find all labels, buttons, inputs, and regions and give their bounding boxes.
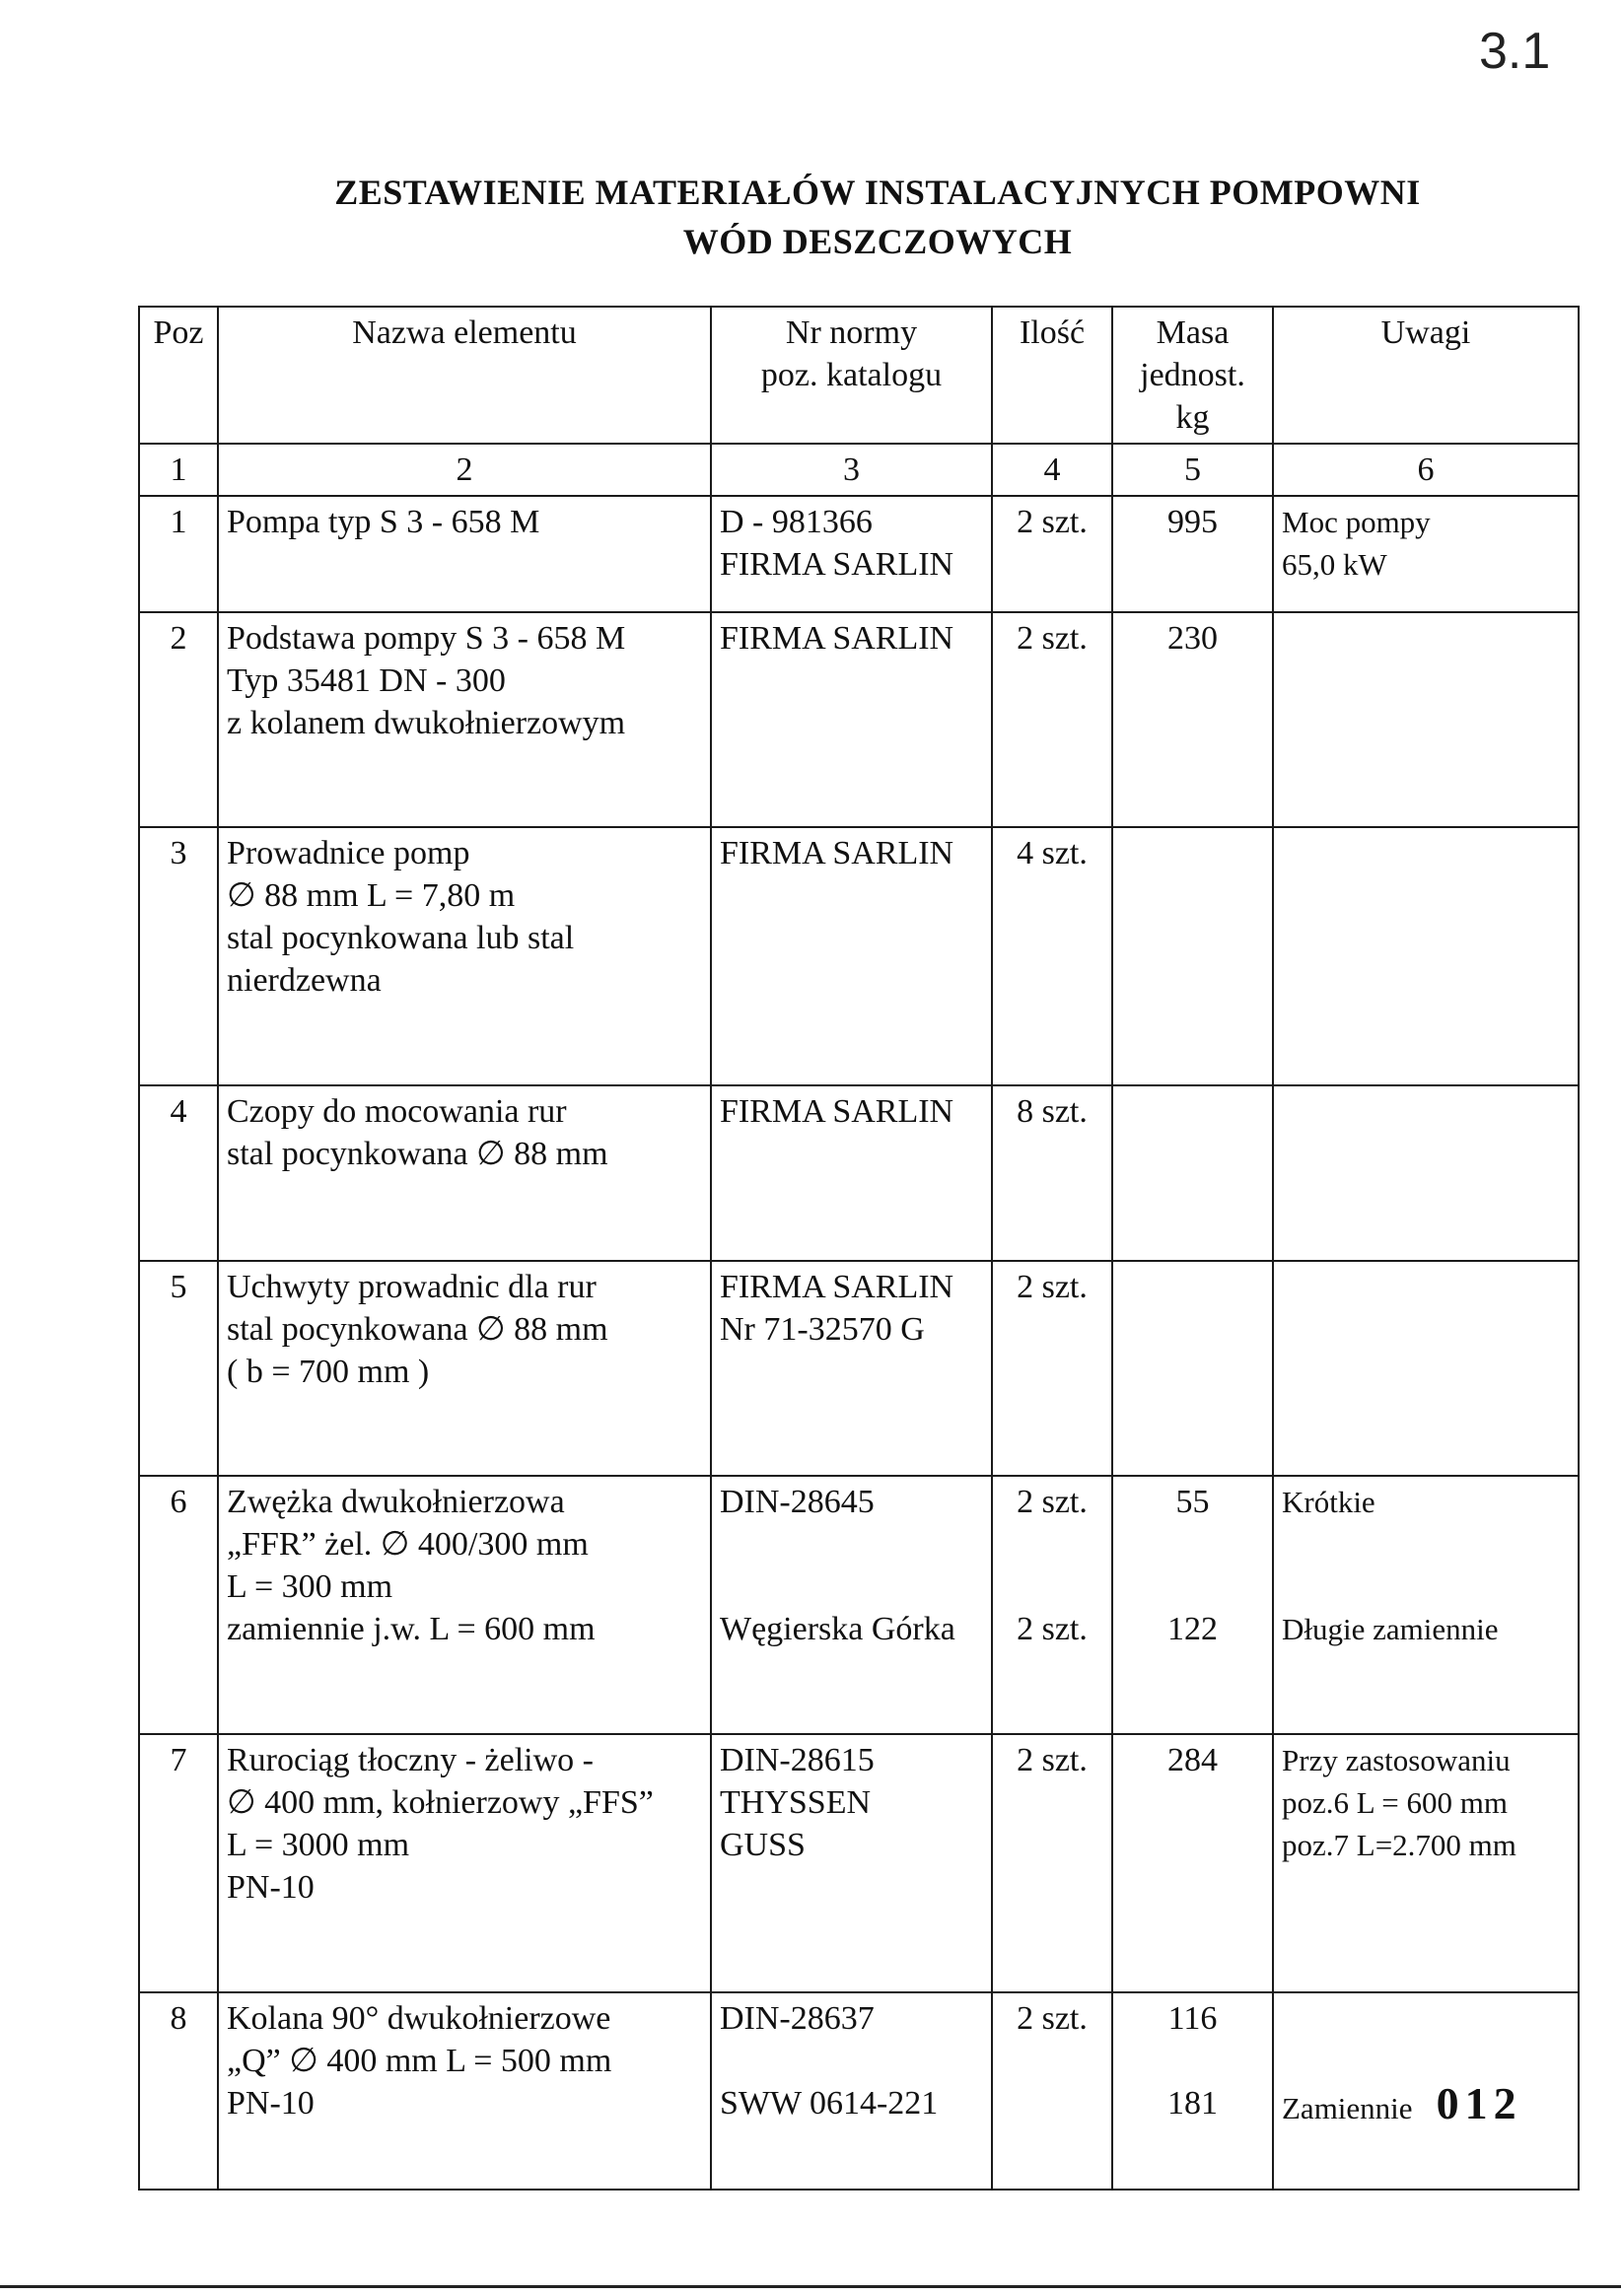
cell-pos: 3 <box>139 827 218 1085</box>
table-row <box>139 827 1579 1085</box>
cell-qty: 2 szt. <box>992 1734 1112 1992</box>
table-row <box>139 496 1579 612</box>
cell-norm: DIN-28637 SWW 0614-221 <box>711 1992 992 2190</box>
document-title <box>187 168 1568 266</box>
cell-pos: 5 <box>139 1261 218 1476</box>
table-row <box>139 612 1579 827</box>
cell-pos: 8 <box>139 1992 218 2190</box>
cell-mass: 116 181 <box>1112 1992 1273 2190</box>
cell-qty: 2 szt. <box>992 1261 1112 1476</box>
table-row <box>139 1085 1579 1261</box>
cell-norm: D - 981366 FIRMA SARLIN <box>711 496 992 612</box>
cell-qty: 8 szt. <box>992 1085 1112 1261</box>
title-line-2: WÓD DESZCZOWYCH <box>682 222 1073 261</box>
table-row <box>139 1992 1579 2190</box>
cell-mass: 55 122 <box>1112 1476 1273 1734</box>
cell-name: Podstawa pompy S 3 - 658 M Typ 35481 DN - 300 z kolanem dwukołnierzowym <box>218 612 711 827</box>
cell-remarks <box>1273 827 1579 1085</box>
header-remarks: Uwagi <box>1273 307 1579 444</box>
header-qty: Ilość <box>992 307 1112 444</box>
cell-norm: FIRMA SARLIN <box>711 1085 992 1261</box>
materials-table <box>138 306 1580 2191</box>
cell-mass: 995 <box>1112 496 1273 612</box>
cell-qty: 2 szt. <box>992 612 1112 827</box>
header-norm: Nr normy poz. katalogu <box>711 307 992 444</box>
cell-name: Uchwyty prowadnic dla rur stal pocynkowana ∅ 88 mm ( b = 700 mm ) <box>218 1261 711 1476</box>
cell-norm: FIRMA SARLIN Nr 71-32570 G <box>711 1261 992 1476</box>
cell-remarks: Przy zastosowaniu poz.6 L = 600 mm poz.7 L=2.700 mm <box>1273 1734 1579 1992</box>
cell-remarks <box>1273 1085 1579 1261</box>
cell-pos: 1 <box>139 496 218 612</box>
column-number: 4 <box>992 444 1112 496</box>
cell-mass: 230 <box>1112 612 1273 827</box>
header-pos: Poz <box>139 307 218 444</box>
cell-mass: 284 <box>1112 1734 1273 1992</box>
title-line-1: ZESTAWIENIE MATERIAŁÓW INSTALACYJNYCH POMPOWNI <box>334 173 1421 212</box>
cell-name: Prowadnice pomp ∅ 88 mm L = 7,80 m stal pocynkowana lub stal nierdzewna <box>218 827 711 1085</box>
cell-norm: FIRMA SARLIN <box>711 827 992 1085</box>
cell-qty: 2 szt. 2 szt. <box>992 1476 1112 1734</box>
table-body <box>139 496 1579 2190</box>
cell-pos: 4 <box>139 1085 218 1261</box>
cell-name: Czopy do mocowania rur stal pocynkowana ∅ 88 mm <box>218 1085 711 1261</box>
cell-mass <box>1112 1261 1273 1476</box>
cell-name: Kolana 90° dwukołnierzowe „Q” ∅ 400 mm L = 500 mm PN-10 <box>218 1992 711 2190</box>
cell-remarks <box>1273 1261 1579 1476</box>
table-header-row <box>139 307 1579 444</box>
column-number: 2 <box>218 444 711 496</box>
cell-remarks: Krótkie Długie zamiennie <box>1273 1476 1579 1734</box>
bottom-rule <box>0 2285 1621 2288</box>
cell-pos: 7 <box>139 1734 218 1992</box>
cell-norm: DIN-28615 THYSSEN GUSS <box>711 1734 992 1992</box>
cell-norm: DIN-28645 Węgierska Górka <box>711 1476 992 1734</box>
column-number: 1 <box>139 444 218 496</box>
table-row <box>139 1476 1579 1734</box>
cell-name: Rurociąg tłoczny - żeliwo - ∅ 400 mm, kołnierzowy „FFS” L = 3000 mm PN-10 <box>218 1734 711 1992</box>
column-number: 3 <box>711 444 992 496</box>
cell-qty: 2 szt. <box>992 1992 1112 2190</box>
stamp-number: 012 <box>1436 2078 1522 2128</box>
table-row <box>139 1734 1579 1992</box>
cell-remarks: Zamiennie 012 <box>1273 1992 1579 2190</box>
cell-qty: 4 szt. <box>992 827 1112 1085</box>
cell-name: Pompa typ S 3 - 658 M <box>218 496 711 612</box>
cell-remarks <box>1273 612 1579 827</box>
page-number: 3.1 <box>1479 23 1551 80</box>
cell-pos: 2 <box>139 612 218 827</box>
table-row <box>139 1261 1579 1476</box>
header-name: Nazwa elementu <box>218 307 711 444</box>
cell-mass <box>1112 827 1273 1085</box>
column-number: 6 <box>1273 444 1579 496</box>
cell-pos: 6 <box>139 1476 218 1734</box>
cell-remarks: Moc pompy 65,0 kW <box>1273 496 1579 612</box>
cell-mass <box>1112 1085 1273 1261</box>
cell-norm: FIRMA SARLIN <box>711 612 992 827</box>
header-mass: Masa jednost. kg <box>1112 307 1273 444</box>
cell-qty: 2 szt. <box>992 496 1112 612</box>
column-number: 5 <box>1112 444 1273 496</box>
column-number-row <box>139 444 1579 496</box>
cell-name: Zwężka dwukołnierzowa „FFR” żel. ∅ 400/300 mm L = 300 mm zamiennie j.w. L = 600 mm <box>218 1476 711 1734</box>
